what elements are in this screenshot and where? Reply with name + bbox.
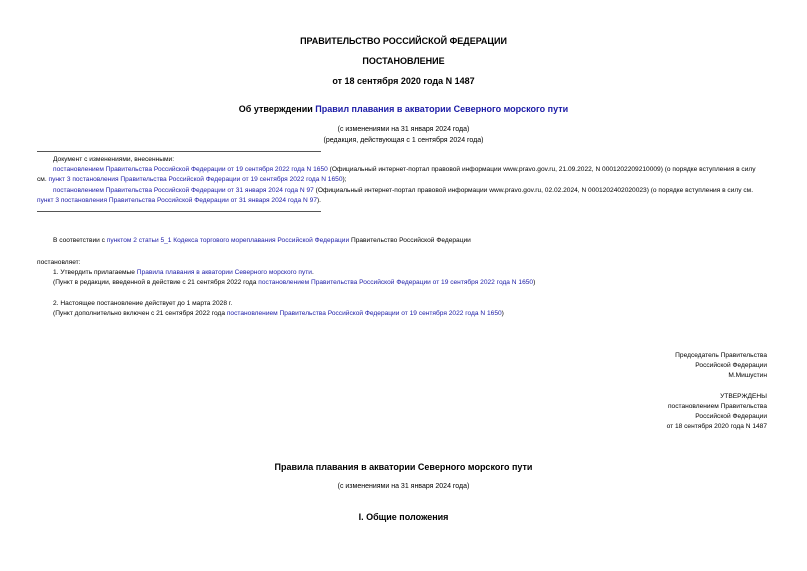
point-1-link[interactable]: Правила плавания в акватории Северного морского пути [136, 269, 312, 276]
section-heading: I. Общие положения [358, 512, 449, 522]
change-item-1-text: (Официальный интернет-портал правовой информации www.pravo.gov.ru, 21.09.2022, N 0001202209210009) (о порядке вступления в силу см. [37, 166, 756, 183]
point-2-note-link[interactable]: постановлением Правительства Российской Федерации от 19 сентября 2022 года N 1650 [226, 310, 502, 317]
point-2: 2. Настоящее постановление действует до 1 марта 2028 г. [53, 300, 233, 307]
edition-changes: (с изменениями на 31 января 2024 года) [337, 126, 470, 133]
preamble-end: Правительство Российской Федерации [349, 237, 471, 244]
title-prefix: Об утверждении [238, 104, 316, 114]
preamble-start: В соответствии с [53, 237, 107, 244]
change-item-1-link[interactable]: постановлением Правительства Российской Федерации от 19 сентября 2022 года N 1650 [53, 166, 328, 173]
point-1-note [53, 278, 535, 288]
point-2-note [53, 309, 504, 319]
signature-name: М.Мишустин [728, 372, 767, 379]
approved-date: от 18 сентября 2020 года N 1487 [666, 423, 767, 430]
signature-title: Председатель Правительства [675, 352, 767, 359]
change-item-2-link[interactable]: постановлением Правительства Российской Федерации от 31 января 2024 года N 97 [53, 187, 314, 194]
change-item-1 [37, 165, 767, 185]
point-1-note-end: ) [533, 279, 536, 286]
change-item-1-end: ); [342, 176, 347, 183]
change-item-2 [37, 186, 767, 206]
change-item-2-end: ). [316, 197, 322, 204]
point-1-note-start: (Пункт в редакции, введенной в действие с 21 сентября 2022 года [53, 279, 259, 286]
document-date-number: от 18 сентября 2020 года N 1487 [332, 76, 475, 86]
approved-by: постановлением Правительства [667, 403, 767, 410]
document-title [0, 104, 807, 114]
title-link[interactable]: Правил плавания в акватории Северного морского пути [315, 104, 569, 114]
divider-top [37, 151, 321, 152]
change-item-2-text: (Официальный интернет-портал правовой информации www.pravo.gov.ru, 02.02.2024, N 0001202402020023) (о порядке вступления в силу см. [313, 187, 754, 194]
point-2-note-start: (Пункт дополнительно включен с 21 сентября 2022 года [53, 310, 227, 317]
approved-label: УТВЕРЖДЕНЫ [720, 393, 767, 400]
rules-title: Правила плавания в акватории Северного морского пути [274, 462, 533, 472]
preamble [53, 236, 471, 246]
changes-intro: Документ с изменениями, внесенными: [53, 156, 175, 163]
rules-changes: (с изменениями на 31 января 2024 года) [337, 483, 470, 490]
point-1-note-link[interactable]: постановлением Правительства Российской Федерации от 19 сентября 2022 года N 1650 [258, 279, 534, 286]
point-1 [53, 268, 314, 278]
edition-redaction: (редакция, действующая с 1 сентября 2024 года) [323, 137, 484, 144]
document-type: ПОСТАНОВЛЕНИЕ [362, 56, 445, 66]
point-1-start: 1. Утвердить прилагаемые [53, 269, 137, 276]
change-item-2-link2[interactable]: пункт 3 постановления Правительства Российской Федерации от 31 января 2024 года N 97 [37, 197, 317, 204]
approved-country: Российской Федерации [695, 413, 767, 420]
point-2-note-end: ) [501, 310, 504, 317]
change-item-1-link2[interactable]: пункт 3 постановления Правительства Российской Федерации от 19 сентября 2022 года N 1650 [48, 176, 343, 183]
point-1-end: . [312, 269, 314, 276]
government-heading: ПРАВИТЕЛЬСТВО РОССИЙСКОЙ ФЕДЕРАЦИИ [300, 36, 507, 46]
preamble-link[interactable]: пунктом 2 статьи 5_1 Кодекса торгового мореплавания Российской Федерации [106, 237, 350, 244]
decides-label: постановляет: [37, 259, 81, 266]
signature-country: Российской Федерации [695, 362, 767, 369]
divider-bottom [37, 211, 321, 212]
